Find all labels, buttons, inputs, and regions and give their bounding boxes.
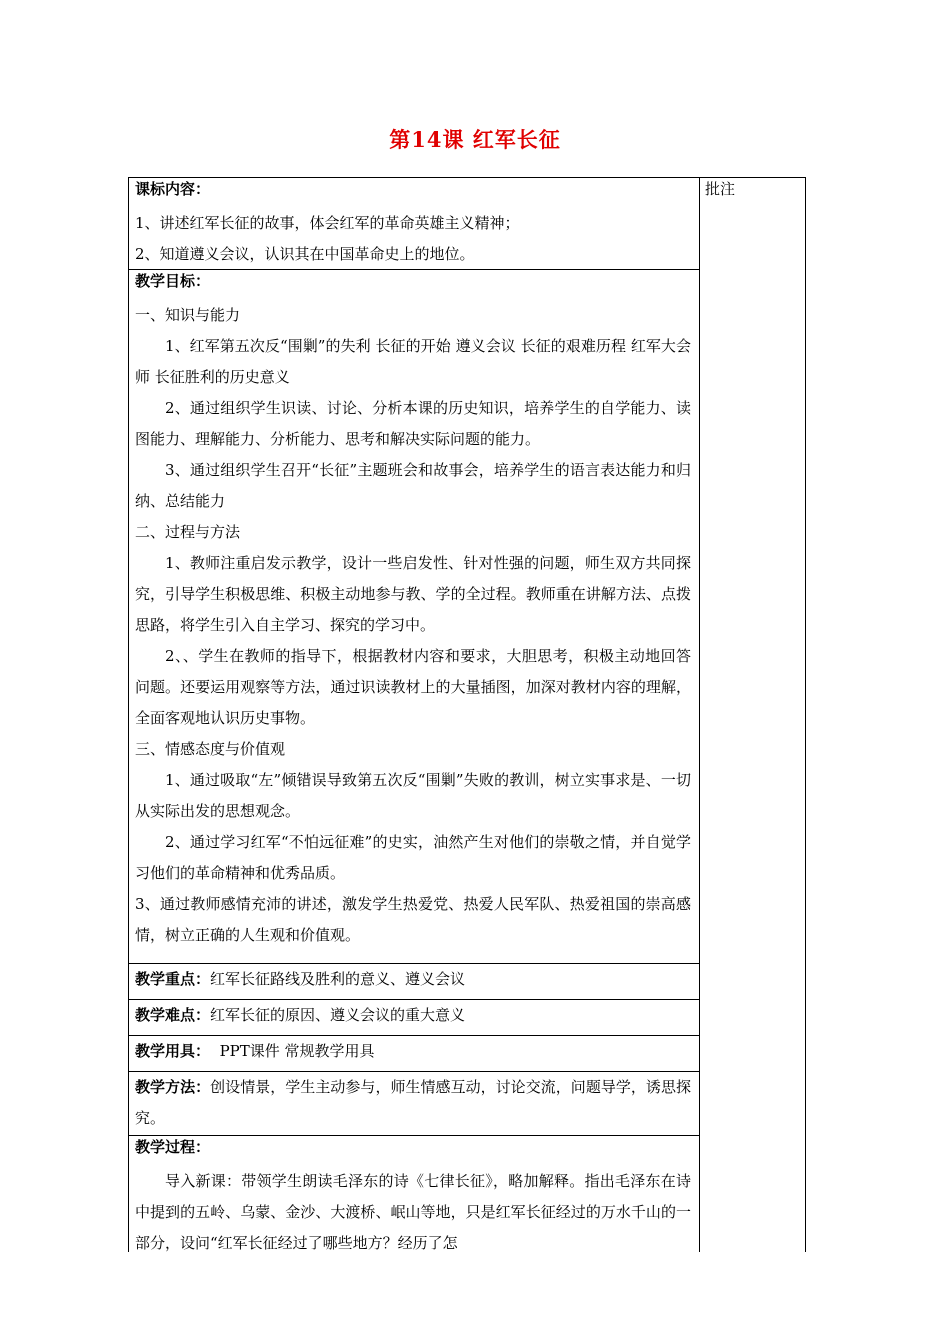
objectives-paragraph: 3、通过教师感情充沛的讲述，激发学生热爱党、热爱人民军队、热爱祖国的崇高感情，树立正确的人生观和价值观。 xyxy=(135,895,691,944)
objectives-paragraph: 1、通过吸取“左”倾错误导致第五次反“围剿”失败的教训，树立实事求是、一切从实际出发的思想观念。 xyxy=(135,771,691,820)
objectives-paragraph: 3、通过组织学生召开“长征”主题班会和故事会，培养学生的语言表达能力和归纳、总结能力 xyxy=(135,461,691,510)
page-title: 第14课 红军长征 xyxy=(389,127,561,152)
key-point-label: 教学重点： xyxy=(135,970,211,988)
tools-label: 教学用具： xyxy=(135,1042,211,1060)
key-point-section xyxy=(135,964,691,995)
lesson-plan-table xyxy=(128,177,806,1252)
objectives-paragraph: 2、通过组织学生识读、讨论、分析本课的历史知识，培养学生的自学能力、读图能力、理解能力、分析能力、思考和解决实际问题的能力。 xyxy=(135,399,691,448)
tools-text: PPT课件 常规教学用具 xyxy=(219,1042,375,1060)
process-paragraph: 导入新课：带领学生朗读毛泽东的诗《七律长征》，略加解释。指出毛泽东在诗中提到的五岭、乌蒙、金沙、大渡桥、岷山等地，只是红军长征经过的万水千山的一部分，设问“红军长征经过了哪些地方？经历了怎 xyxy=(135,1172,691,1252)
process-label: 教学过程： xyxy=(135,1138,211,1156)
methods-label: 教学方法： xyxy=(135,1078,211,1096)
process-section xyxy=(135,1136,691,1259)
annotation-header: 批注 xyxy=(705,180,736,198)
difficulty-label: 教学难点： xyxy=(135,1006,211,1024)
objectives-paragraph: 1、教师注重启发示教学，设计一些启发性、针对性强的问题，师生双方共同探究，引导学生积极思维、积极主动地参与教、学的全过程。教师重在讲解方法、点拨思路，将学生引入自主学习、探究的学习中。 xyxy=(135,554,691,634)
key-point-text: 红军长征路线及胜利的意义、遵义会议 xyxy=(210,970,466,988)
standards-item: 2、知道遵义会议，认识其在中国革命史上的地位。 xyxy=(135,245,475,263)
objectives-paragraph: 2、、学生在教师的指导下，根据教材内容和要求，大胆思考，积极主动地回答问题。还要运用观察等方法，通过识读教材上的大量插图，加深对教材内容的理解，全面客观地认识历史事物。 xyxy=(135,647,691,727)
objectives-heading: 三、情感态度与价值观 xyxy=(135,740,286,758)
objectives-section xyxy=(135,270,691,951)
tools-section xyxy=(135,1036,691,1067)
objectives-heading: 二、过程与方法 xyxy=(135,523,241,541)
objectives-paragraph: 1、红军第五次反“围剿”的失利 长征的开始 遵义会议 长征的艰难历程 红军大会师 长征胜利的历史意义 xyxy=(135,337,691,386)
objectives-paragraph: 2、通过学习红军“不怕远征难”的史实，油然产生对他们的崇敬之情，并自觉学习他们的革命精神和优秀品质。 xyxy=(135,833,691,882)
objectives-label: 教学目标： xyxy=(135,272,211,290)
difficulty-text: 红军长征的原因、遵义会议的重大意义 xyxy=(210,1006,466,1024)
standards-section xyxy=(135,178,691,270)
objectives-heading: 一、知识与能力 xyxy=(135,306,241,324)
standards-item: 1、讲述红军长征的故事，体会红军的革命英雄主义精神； xyxy=(135,214,520,232)
standards-label: 课标内容： xyxy=(135,180,211,198)
methods-text: 创设情景，学生主动参与，师生情感互动，讨论交流，问题导学，诱思探究。 xyxy=(135,1078,691,1127)
difficulty-section xyxy=(135,1000,691,1031)
annotation-column-divider xyxy=(699,178,700,1252)
methods-section xyxy=(135,1072,691,1134)
